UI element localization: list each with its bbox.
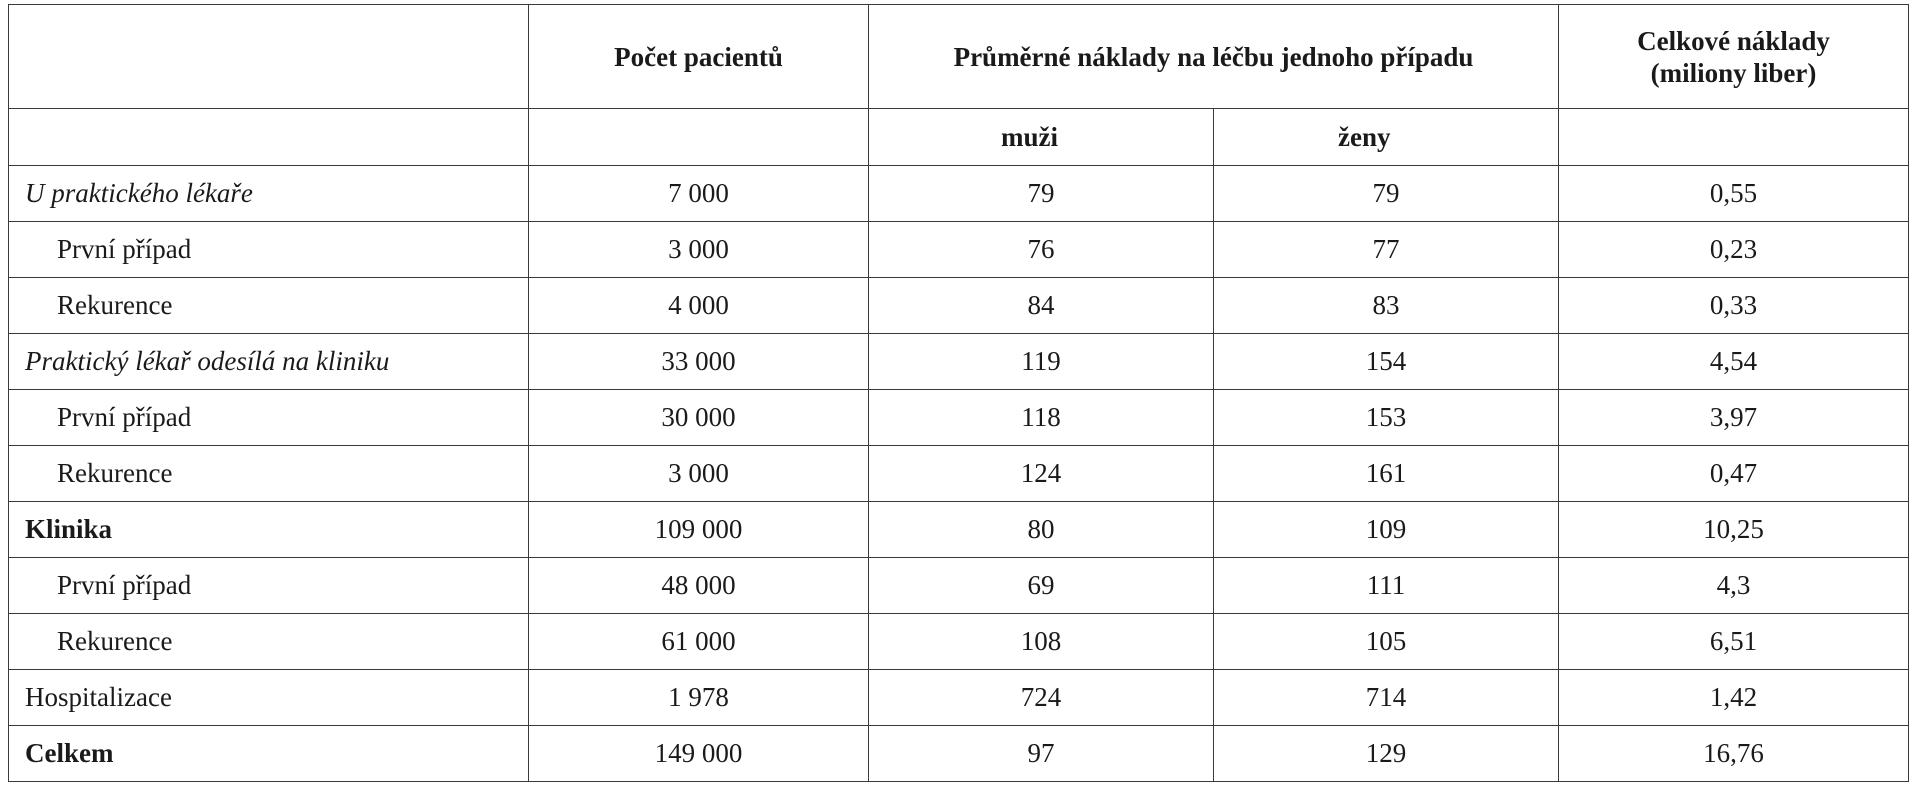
subheader-blank-cell <box>529 109 869 166</box>
total-cost-cell: 0,33 <box>1559 278 1909 334</box>
cost-table <box>8 4 1909 782</box>
patient-count-cell: 33 000 <box>529 334 869 390</box>
patient-count-cell: 48 000 <box>529 558 869 614</box>
cost-men-cell: 76 <box>869 222 1214 278</box>
patient-count-cell: 149 000 <box>529 726 869 782</box>
total-cost-cell: 10,25 <box>1559 502 1909 558</box>
total-cost-cell: 0,55 <box>1559 166 1909 222</box>
cost-women-cell: 714 <box>1214 670 1559 726</box>
patient-count-cell: 61 000 <box>529 614 869 670</box>
subheader-blank-cell <box>9 109 529 166</box>
row-label-cell: Rekurence <box>9 614 529 670</box>
patient-count-cell: 1 978 <box>529 670 869 726</box>
cost-women-cell: 77 <box>1214 222 1559 278</box>
cost-men-cell: 124 <box>869 446 1214 502</box>
row-label-cell: Hospitalizace <box>9 670 529 726</box>
cost-men-cell: 118 <box>869 390 1214 446</box>
table-row <box>9 558 1909 614</box>
row-label-cell: U praktického lékaře <box>9 166 529 222</box>
subheader-women: ženy <box>1214 109 1559 166</box>
patient-count-cell: 3 000 <box>529 446 869 502</box>
table-row <box>9 222 1909 278</box>
header-row <box>9 5 1909 109</box>
cost-women-cell: 154 <box>1214 334 1559 390</box>
table-body <box>9 166 1909 782</box>
cost-men-cell: 84 <box>869 278 1214 334</box>
cost-men-cell: 97 <box>869 726 1214 782</box>
table-row <box>9 446 1909 502</box>
header-blank-cell <box>9 5 529 109</box>
cost-women-cell: 111 <box>1214 558 1559 614</box>
table-row <box>9 166 1909 222</box>
table-row <box>9 670 1909 726</box>
patient-count-cell: 7 000 <box>529 166 869 222</box>
cost-table-container <box>8 4 1909 782</box>
cost-women-cell: 153 <box>1214 390 1559 446</box>
total-cost-cell: 0,47 <box>1559 446 1909 502</box>
total-cost-cell: 3,97 <box>1559 390 1909 446</box>
cost-men-cell: 119 <box>869 334 1214 390</box>
header-total-cost-line1: Celkové náklady <box>1637 25 1830 56</box>
total-cost-cell: 4,3 <box>1559 558 1909 614</box>
cost-men-cell: 108 <box>869 614 1214 670</box>
header-total-cost-line2: (miliony liber) <box>1650 57 1817 88</box>
header-average-cost: Průměrné náklady na léčbu jednoho případu <box>869 5 1559 109</box>
row-label-cell: První případ <box>9 222 529 278</box>
cost-women-cell: 129 <box>1214 726 1559 782</box>
subheader-row <box>9 109 1909 166</box>
total-cost-cell: 6,51 <box>1559 614 1909 670</box>
header-patient-count: Počet pacientů <box>529 5 869 109</box>
total-cost-cell: 1,42 <box>1559 670 1909 726</box>
subheader-blank-cell <box>1559 109 1909 166</box>
subheader-men: muži <box>869 109 1214 166</box>
table-row <box>9 278 1909 334</box>
cost-women-cell: 79 <box>1214 166 1559 222</box>
patient-count-cell: 3 000 <box>529 222 869 278</box>
row-label-cell: Praktický lékař odesílá na kliniku <box>9 334 529 390</box>
cost-men-cell: 724 <box>869 670 1214 726</box>
table-row <box>9 334 1909 390</box>
total-cost-cell: 4,54 <box>1559 334 1909 390</box>
cost-men-cell: 80 <box>869 502 1214 558</box>
cost-men-cell: 69 <box>869 558 1214 614</box>
total-cost-cell: 16,76 <box>1559 726 1909 782</box>
cost-women-cell: 109 <box>1214 502 1559 558</box>
total-cost-cell: 0,23 <box>1559 222 1909 278</box>
table-row <box>9 614 1909 670</box>
row-label-cell: První případ <box>9 390 529 446</box>
row-label-cell: Klinika <box>9 502 529 558</box>
cost-women-cell: 83 <box>1214 278 1559 334</box>
row-label-cell: Celkem <box>9 726 529 782</box>
cost-men-cell: 79 <box>869 166 1214 222</box>
table-row <box>9 502 1909 558</box>
row-label-cell: Rekurence <box>9 446 529 502</box>
table-row <box>9 390 1909 446</box>
cost-women-cell: 105 <box>1214 614 1559 670</box>
row-label-cell: První případ <box>9 558 529 614</box>
table-row <box>9 726 1909 782</box>
patient-count-cell: 109 000 <box>529 502 869 558</box>
patient-count-cell: 30 000 <box>529 390 869 446</box>
header-total-cost <box>1559 5 1909 109</box>
patient-count-cell: 4 000 <box>529 278 869 334</box>
cost-women-cell: 161 <box>1214 446 1559 502</box>
row-label-cell: Rekurence <box>9 278 529 334</box>
